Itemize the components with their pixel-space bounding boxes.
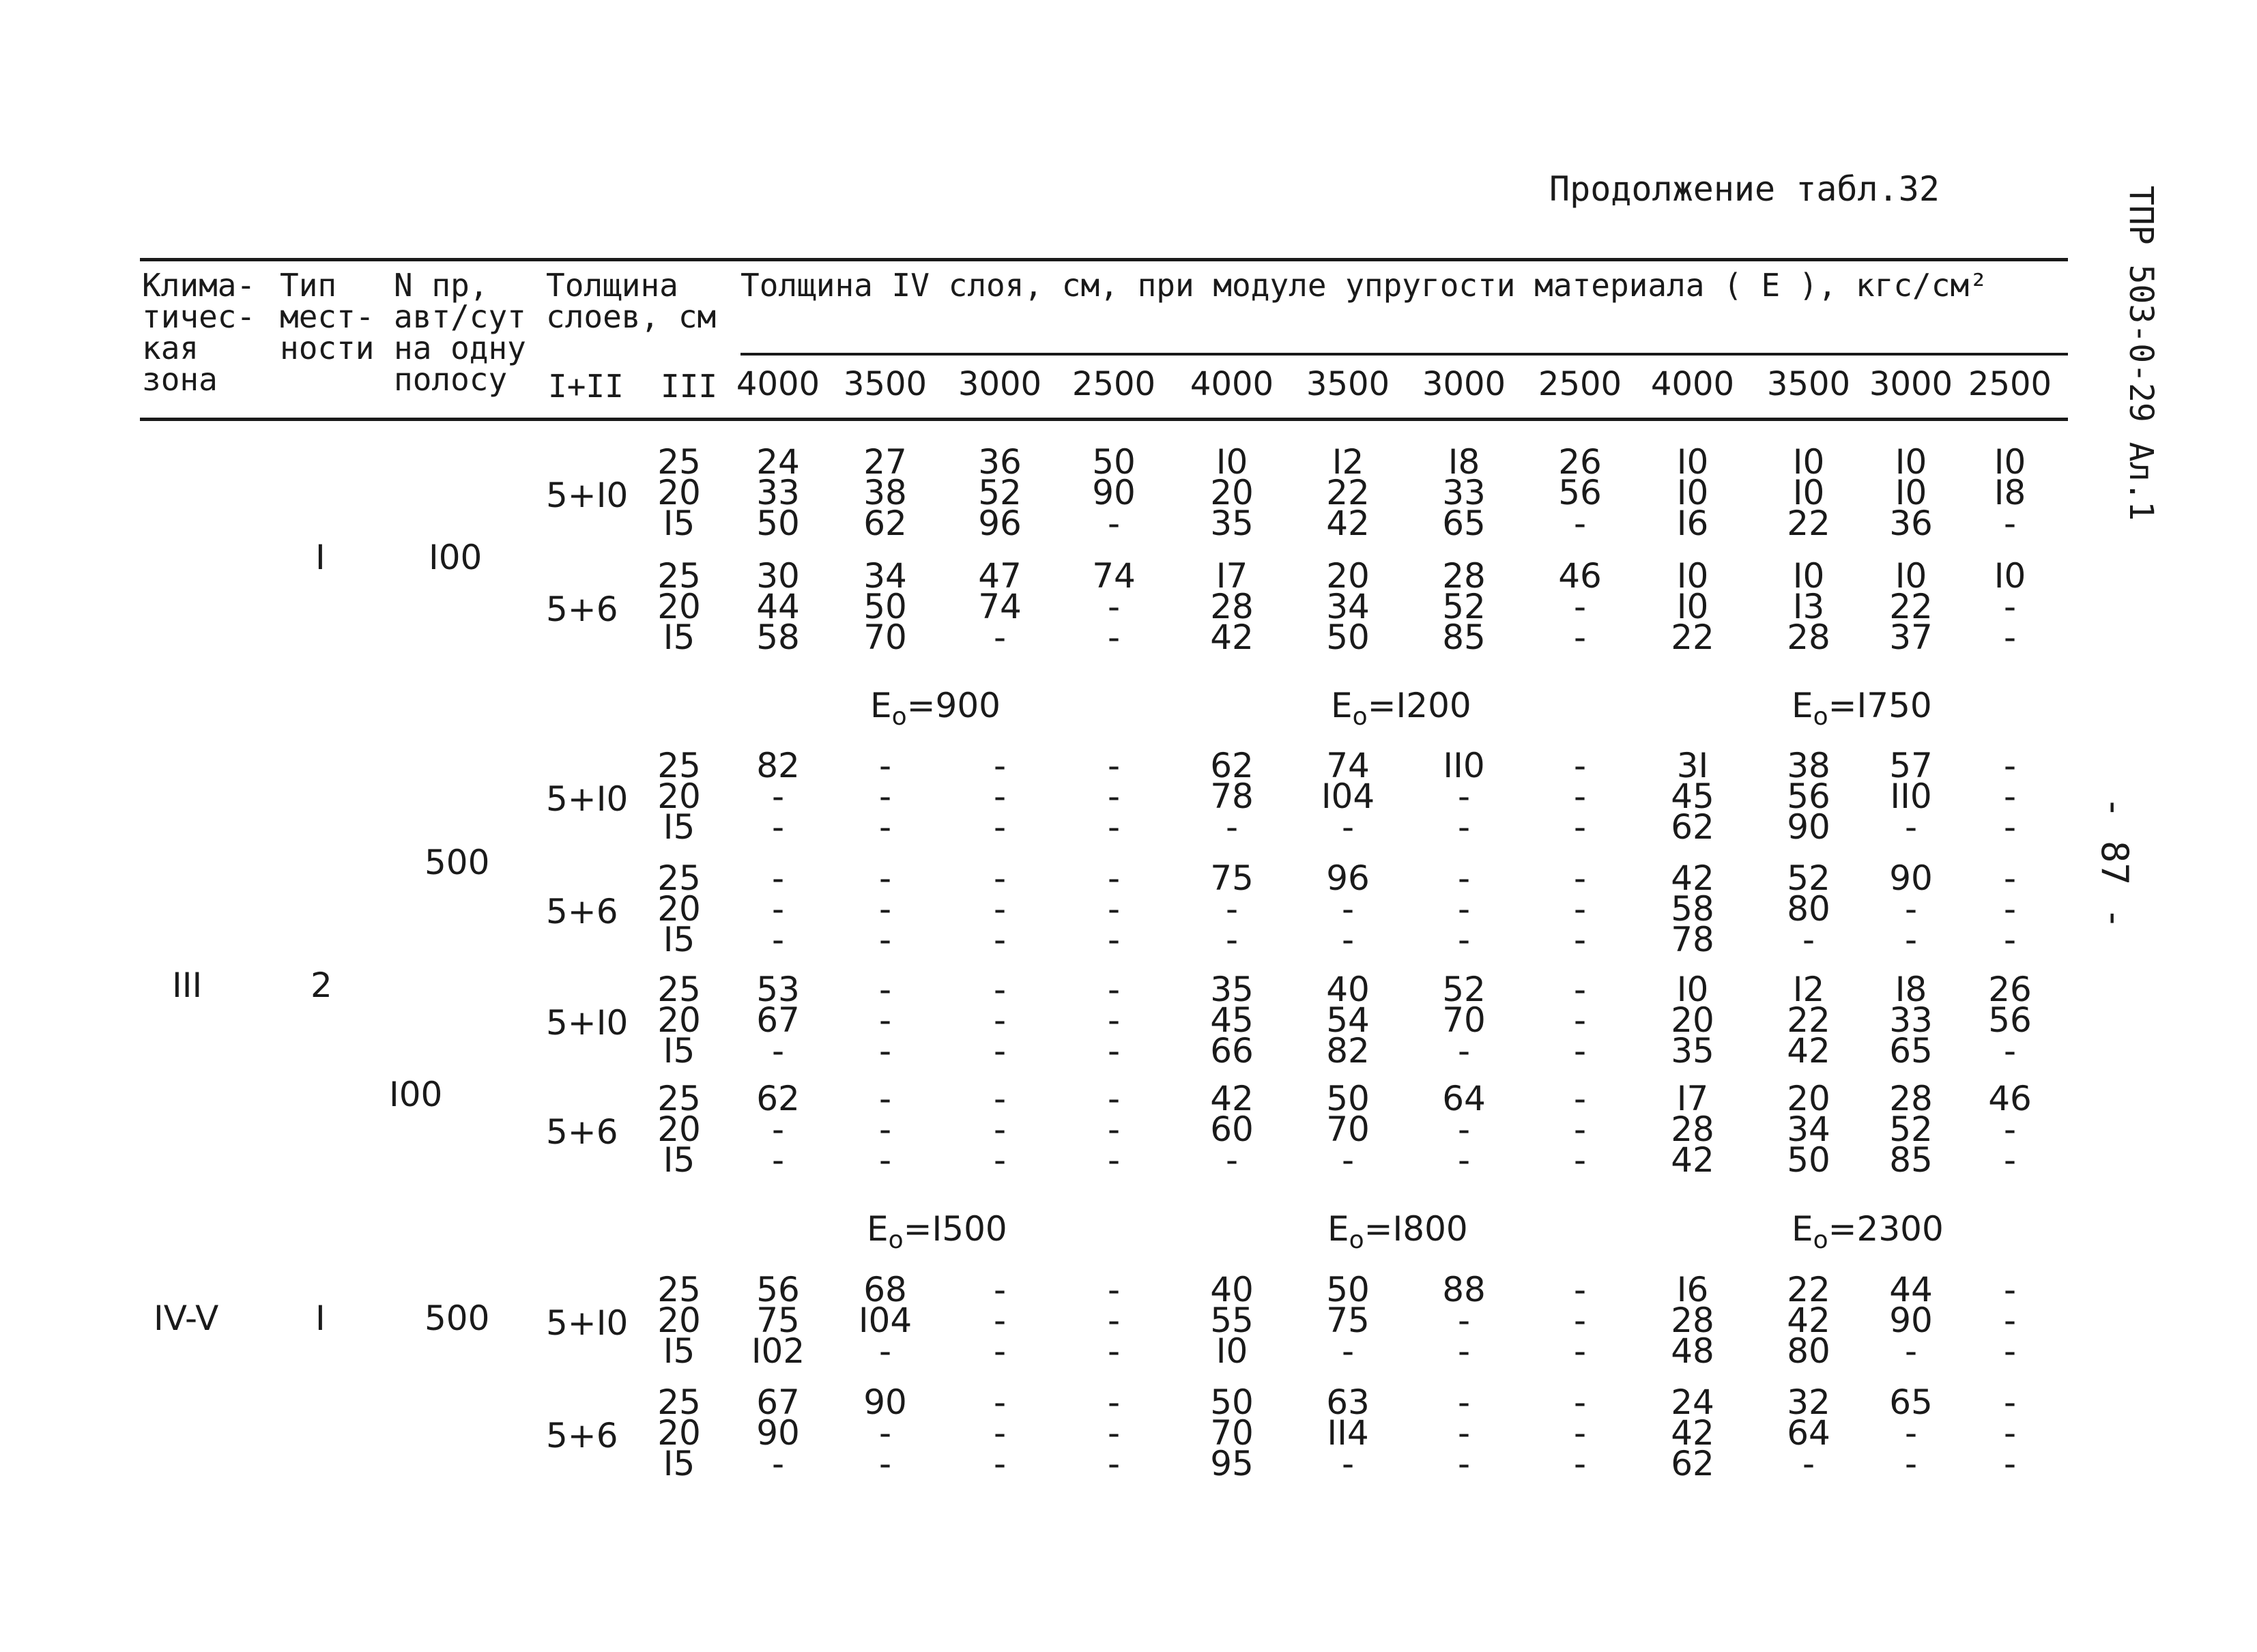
table-cell: I0 - - xyxy=(1994,556,2026,657)
header-traffic: N пр, авт/сут на одну полосу xyxy=(394,267,526,398)
e0-label: $E_o=2300$ xyxy=(1792,1209,1944,1254)
header-modulus-value: 3000 xyxy=(958,365,1042,403)
table-cell: 50 75 - xyxy=(1326,1270,1370,1371)
layers-1-2-value: 5+6 xyxy=(546,892,618,931)
table-cell: 32 64 - xyxy=(1787,1382,1830,1483)
layers-1-2-value: 5+I0 xyxy=(546,476,629,515)
table-cell: - - - xyxy=(2003,746,2017,847)
top-rule xyxy=(140,258,2068,261)
table-cell: 44 90 - xyxy=(1889,1270,1933,1371)
table-cell: 34 50 70 xyxy=(863,556,907,657)
layer-3-values: 25 20 I5 xyxy=(657,746,701,847)
e0-label: $E_o=I750$ xyxy=(1792,686,1932,731)
table-cell: - - - xyxy=(993,746,1007,847)
table-cell: I2 22 42 xyxy=(1326,442,1370,543)
header-bottom-rule xyxy=(140,418,2068,421)
table-cell: I0 I0 36 xyxy=(1889,442,1933,543)
layer-3-values: 25 20 I5 xyxy=(657,858,701,959)
traffic-label: I00 xyxy=(429,538,483,577)
table-cell: I0 I8 - xyxy=(1994,442,2026,543)
table-cell: 53 67 - xyxy=(756,970,800,1071)
terrain-type-label: 2 xyxy=(311,966,332,1005)
table-caption: Продолжение табл.32 xyxy=(1549,169,1940,209)
table-cell: - - - xyxy=(993,970,1007,1071)
table-cell: 47 74 - xyxy=(978,556,1022,657)
header-terrain-type: Тип мест- ности xyxy=(280,267,375,366)
table-cell: 62 78 - xyxy=(1210,746,1254,847)
table-cell: 90 - - xyxy=(1889,858,1933,959)
table-cell: 28 52 85 xyxy=(1889,1079,1933,1180)
table-cell: 88 - - xyxy=(1442,1270,1486,1371)
table-cell: - - - xyxy=(993,1270,1007,1371)
terrain-type-label: I xyxy=(315,1299,326,1338)
table-cell: 82 - - xyxy=(756,746,800,847)
table-cell: 24 42 62 xyxy=(1671,1382,1714,1483)
table-cell: 50 70 - xyxy=(1326,1079,1370,1180)
side-document-code: ТПР 503-0-29 Ал.1 xyxy=(2122,186,2160,521)
traffic-label: 500 xyxy=(425,1299,490,1338)
traffic-label: I00 xyxy=(389,1075,443,1114)
table-cell: - - - xyxy=(1107,1382,1121,1483)
table-cell: I2 22 42 xyxy=(1787,970,1830,1071)
table-cell: - - - xyxy=(1573,858,1587,959)
header-modulus-value: 2500 xyxy=(1538,365,1622,403)
table-cell: 36 52 96 xyxy=(978,442,1022,543)
table-cell: - - - xyxy=(878,858,892,959)
table-cell: II0 - - xyxy=(1443,746,1485,847)
table-cell: 74 - - xyxy=(1092,556,1136,657)
table-cell: 63 II4 - xyxy=(1326,1382,1370,1483)
table-cell: 90 - - xyxy=(863,1382,907,1483)
traffic-label: 500 xyxy=(425,843,490,882)
table-cell: 50 70 95 xyxy=(1210,1382,1254,1483)
layer-3-values: 25 20 I5 xyxy=(657,442,701,543)
table-cell: I0 I0 22 xyxy=(1671,556,1714,657)
header-modulus-value: 3000 xyxy=(1422,365,1506,403)
header-modulus-value: 2500 xyxy=(1072,365,1156,403)
mid-rule xyxy=(741,353,2068,356)
table-cell: 3I 45 62 xyxy=(1671,746,1714,847)
table-cell: 20 34 50 xyxy=(1326,556,1370,657)
layers-1-2-value: 5+6 xyxy=(546,1112,618,1152)
table-cell: 27 38 62 xyxy=(863,442,907,543)
header-modulus-value: 4000 xyxy=(1650,365,1735,403)
table-cell: - - - xyxy=(1573,1270,1587,1371)
layer-3-values: 25 20 I5 xyxy=(657,556,701,657)
table-cell: 62 - - xyxy=(756,1079,800,1180)
table-cell: 56 75 I02 xyxy=(751,1270,805,1371)
table-cell: - - - xyxy=(1573,746,1587,847)
table-cell: I7 28 42 xyxy=(1671,1079,1714,1180)
header-thickness: Толщина слоев, см xyxy=(546,267,717,335)
header-sub-layer-3: III xyxy=(661,368,718,405)
table-cell: - - - xyxy=(1457,858,1471,959)
table-cell: - - - xyxy=(878,970,892,1071)
zone-label: III xyxy=(172,966,203,1005)
table-cell: 26 56 - xyxy=(1558,442,1602,543)
table-cell: 65 - - xyxy=(1889,1382,1933,1483)
table-cell: 40 54 82 xyxy=(1326,970,1370,1071)
table-cell: 38 56 90 xyxy=(1787,746,1830,847)
table-cell: - - - xyxy=(878,1079,892,1180)
header-main: Толщина IV слоя, см, при модуле упругости материала ( E ), кгс/см² xyxy=(741,267,1988,304)
table-cell: 20 34 50 xyxy=(1787,1079,1830,1180)
table-cell: 52 80 - xyxy=(1787,858,1830,959)
table-cell: - - - xyxy=(1107,858,1121,959)
header-modulus-value: 2500 xyxy=(1968,365,2052,403)
e0-label: $E_o=I500$ xyxy=(867,1209,1007,1254)
table-cell: 75 - - xyxy=(1210,858,1254,959)
table-cell: 35 45 66 xyxy=(1210,970,1254,1071)
table-cell: - - - xyxy=(1107,746,1121,847)
table-cell: - - - xyxy=(1107,1079,1121,1180)
table-cell: 24 33 50 xyxy=(756,442,800,543)
table-cell: - - - xyxy=(993,1382,1007,1483)
table-cell: 96 - - xyxy=(1326,858,1370,959)
zone-label: IV-V xyxy=(154,1299,219,1338)
layer-3-values: 25 20 I5 xyxy=(657,1382,701,1483)
e0-label: $E_o=I200$ xyxy=(1331,686,1471,731)
header-sub-layers-1-2: I+II xyxy=(548,368,624,405)
table-cell: 22 42 80 xyxy=(1787,1270,1830,1371)
table-cell: I0 I3 28 xyxy=(1787,556,1830,657)
table-cell: I0 20 35 xyxy=(1671,970,1714,1071)
table-cell: - - - xyxy=(1573,970,1587,1071)
header-modulus-value: 3500 xyxy=(1306,365,1390,403)
layers-1-2-value: 5+6 xyxy=(546,1416,618,1455)
table-cell: - - - xyxy=(1107,970,1121,1071)
table-cell: 57 II0 - xyxy=(1889,746,1933,847)
table-cell: 67 90 - xyxy=(756,1382,800,1483)
table-cell: 68 I04 - xyxy=(858,1270,912,1371)
table-cell: I8 33 65 xyxy=(1889,970,1933,1071)
table-cell: - - - xyxy=(878,746,892,847)
header-zone: Клима- тичес- кая зона xyxy=(142,267,256,398)
layer-3-values: 25 20 I5 xyxy=(657,1079,701,1180)
table-cell: 40 55 I0 xyxy=(1210,1270,1254,1371)
table-cell: - - - xyxy=(1457,1382,1471,1483)
e0-label: $E_o=900$ xyxy=(870,686,1001,731)
page-number: - 87 - xyxy=(2093,796,2136,930)
layers-1-2-value: 5+I0 xyxy=(546,1303,629,1343)
table-cell: - - - xyxy=(2003,1270,2017,1371)
table-cell: - - - xyxy=(1573,1382,1587,1483)
header-modulus-value: 3000 xyxy=(1869,365,1953,403)
layers-1-2-value: 5+6 xyxy=(546,590,618,629)
header-modulus-value: 4000 xyxy=(1190,365,1274,403)
e0-label: $E_o=I800$ xyxy=(1327,1209,1468,1254)
table-cell: - - - xyxy=(771,858,785,959)
table-cell: I0 I0 I6 xyxy=(1676,442,1709,543)
table-cell: 42 58 78 xyxy=(1671,858,1714,959)
layers-1-2-value: 5+I0 xyxy=(546,1003,629,1043)
table-cell: 50 90 - xyxy=(1092,442,1136,543)
table-cell: 28 52 85 xyxy=(1442,556,1486,657)
layer-3-values: 25 20 I5 xyxy=(657,1270,701,1371)
table-cell: - - - xyxy=(1107,1270,1121,1371)
table-cell: 64 - - xyxy=(1442,1079,1486,1180)
table-cell: I0 22 37 xyxy=(1889,556,1933,657)
table-cell: 46 - - xyxy=(1988,1079,2032,1180)
header-modulus-value: 4000 xyxy=(736,365,820,403)
header-modulus-value: 3500 xyxy=(843,365,928,403)
table-cell: I0 I0 22 xyxy=(1787,442,1830,543)
table-cell: - - - xyxy=(1573,1079,1587,1180)
layer-3-values: 25 20 I5 xyxy=(657,970,701,1071)
table-cell: I8 33 65 xyxy=(1442,442,1486,543)
table-cell: 26 56 - xyxy=(1988,970,2032,1071)
table-cell: - - - xyxy=(2003,1382,2017,1483)
table-cell: 46 - - xyxy=(1558,556,1602,657)
table-cell: 52 70 - xyxy=(1442,970,1486,1071)
layers-1-2-value: 5+I0 xyxy=(546,779,629,819)
table-cell: - - - xyxy=(2003,858,2017,959)
terrain-type-label: I xyxy=(315,538,326,577)
header-modulus-value: 3500 xyxy=(1766,365,1851,403)
table-cell: 74 I04 - xyxy=(1321,746,1375,847)
table-cell: 42 60 - xyxy=(1210,1079,1254,1180)
table-cell: I6 28 48 xyxy=(1671,1270,1714,1371)
table-cell: I7 28 42 xyxy=(1210,556,1254,657)
table-cell: 30 44 58 xyxy=(756,556,800,657)
table-cell: - - - xyxy=(993,858,1007,959)
table-cell: I0 20 35 xyxy=(1210,442,1254,543)
table-cell: - - - xyxy=(993,1079,1007,1180)
